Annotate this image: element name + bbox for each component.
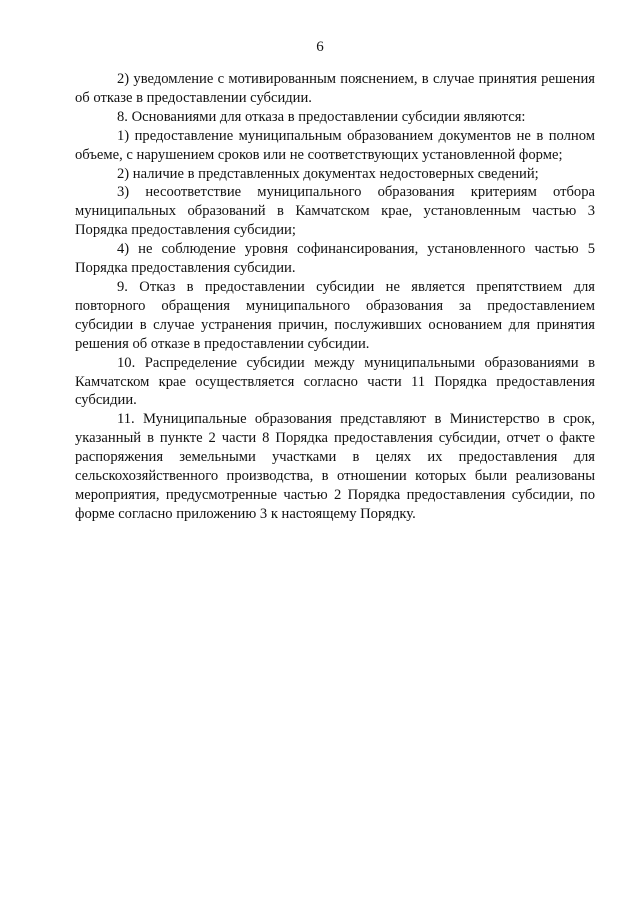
paragraph-item-11: 11. Муниципальные образования представляют в Министерство в срок, указанный в пункте 2 части 8 Порядка предоставления субсидии, отчет о факте распоряжения земельными участками в целях их предоставления для сельскохозяйственного производства, в отношении которых были реализованы мероприятия, предусмотренные частью 2 Порядка предоставления субсидии, по форме согласно приложению 3 к настоящему Порядку.	[75, 411, 595, 522]
paragraph-ground-2: 2) наличие в представленных документах недостоверных сведений;	[117, 165, 539, 182]
paragraph-notification: 2) уведомление с мотивированным пояснением, в случае принятия решения об отказе в предоставлении субсидии.	[75, 71, 595, 106]
page-number: 6	[316, 39, 324, 55]
paragraph-item-10: 10. Распределение субсидии между муниципальными образованиями в Камчатском крае осуществляется согласно части 11 Порядка предоставления субсидии.	[75, 354, 595, 409]
paragraph-ground-3: 3) несоответствие муниципального образования критериям отбора муниципальных образований в Камчатском крае, установленным частью 3 Порядка предоставления субсидии;	[75, 184, 595, 239]
paragraph-refusal-grounds: 8. Основаниями для отказа в предоставлении субсидии являются:	[117, 108, 526, 125]
paragraph-item-9: 9. Отказ в предоставлении субсидии не является препятствием для повторного обращения муниципального образования за предоставлением субсидии в случае устранения причин, послуживших основанием для принятия решения об отказе в предоставлении субсидии.	[75, 278, 595, 352]
paragraph-ground-4: 4) не соблюдение уровня софинансирования, установленного частью 5 Порядка предоставления субсидии.	[75, 241, 595, 277]
document-body	[75, 70, 595, 524]
paragraph-ground-1: 1) предоставление муниципальным образованием документов не в полном объеме, с нарушением сроков или не соответствующих установленной форме;	[75, 127, 595, 163]
